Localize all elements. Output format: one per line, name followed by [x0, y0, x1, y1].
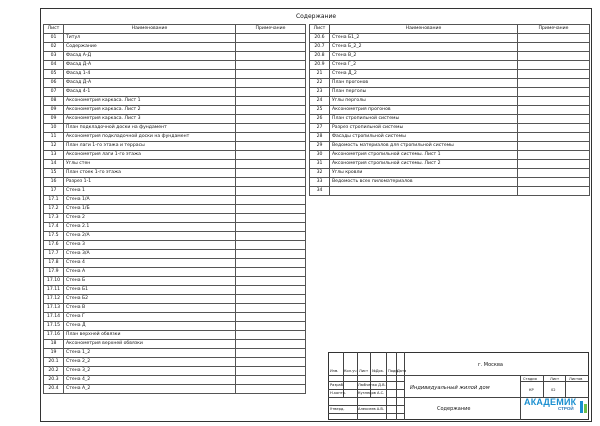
sheet-note: [518, 115, 590, 124]
sheet-number: 30: [310, 151, 330, 160]
table-row: [44, 133, 306, 142]
sheet-title: План прогонов: [330, 79, 518, 88]
sheet-number: 01: [44, 34, 64, 43]
table-row: [310, 97, 590, 106]
table-row: [310, 88, 590, 97]
sheet-title: Стена 1/Б: [64, 205, 236, 214]
sheet-title: Стена 1_2: [64, 349, 236, 358]
sheet-title: Стена В_2: [330, 52, 518, 61]
sheet-note: [236, 376, 306, 385]
stamp-line: [565, 375, 566, 397]
sheet-title: Стена 2: [64, 214, 236, 223]
sheet-number: 17.15: [44, 322, 64, 331]
sheet-number: 17.9: [44, 268, 64, 277]
table-row: [44, 304, 306, 313]
sheet-note: [236, 259, 306, 268]
sheet-title: Стена 3/А: [64, 250, 236, 259]
sheet-title: Стена Б_2_2: [330, 43, 518, 52]
sheet-note: [518, 79, 590, 88]
sheet-number: 20.4: [44, 385, 64, 394]
stamp-project-name: Индивидуальный жилой дом: [410, 385, 490, 391]
table-row: [310, 187, 590, 196]
sheet-title: Стена 3: [64, 241, 236, 250]
sheet-title: Стена А_2: [64, 385, 236, 394]
table-row: [44, 88, 306, 97]
sheet-note: [518, 61, 590, 70]
stamp-sheet-name: Содержание: [437, 406, 471, 412]
sheet-title: Аксонометрия прогонов: [330, 106, 518, 115]
sheet-title: Углы перголы: [330, 97, 518, 106]
table-row: [310, 106, 590, 115]
sheet-note: [518, 169, 590, 178]
sheet-number: 17.3: [44, 214, 64, 223]
sheet-note: [236, 250, 306, 259]
contents-table-right: [309, 24, 590, 196]
table-row: [44, 268, 306, 277]
stamp-line: [404, 352, 405, 420]
table-row: [44, 331, 306, 340]
stamp-person: Любченко Д.В.: [358, 383, 386, 387]
sheet-title: Фасады стропильной системы: [330, 133, 518, 142]
sheet-title: Аксонометрия стропильной системы. Лист 1: [330, 151, 518, 160]
table-row: [44, 286, 306, 295]
sheet-number: 03: [44, 52, 64, 61]
sheet-number: 17.1: [44, 196, 64, 205]
table-row: [310, 142, 590, 151]
header-note: Примечание: [518, 25, 590, 34]
sheet-number: 09: [44, 115, 64, 124]
stamp-col-header: №Док.: [372, 369, 385, 373]
sheet-note: [236, 142, 306, 151]
stamp-line: [328, 375, 589, 376]
table-row: [310, 160, 590, 169]
table-row: [310, 151, 590, 160]
sheet-number: 17.2: [44, 205, 64, 214]
sheet-title: План стоек 1-го этажа: [64, 169, 236, 178]
sheet-number: 02: [44, 43, 64, 52]
table-row: [44, 277, 306, 286]
sheet-number: 05: [44, 70, 64, 79]
sheet-title: Стена Г: [64, 313, 236, 322]
sheet-title: Стена А: [64, 268, 236, 277]
sheet-note: [518, 52, 590, 61]
sheet-title: Разрез стропильной системы: [330, 124, 518, 133]
sheet-number: 04: [44, 61, 64, 70]
sheet-title: Стена Б2: [64, 295, 236, 304]
sheet-number: 32: [310, 169, 330, 178]
table-row: [44, 106, 306, 115]
sheet-note: [518, 151, 590, 160]
sheet-number: 17.5: [44, 232, 64, 241]
sheet-number: 17.14: [44, 313, 64, 322]
table-row: [44, 142, 306, 151]
sheet-title: Углы кровли: [330, 169, 518, 178]
header-name: Наименование: [330, 25, 518, 34]
sheet-note: [236, 214, 306, 223]
sheet-title: Стена Г_2: [330, 61, 518, 70]
stamp-line: [520, 375, 521, 420]
stamp-city: г. Москва: [478, 362, 503, 368]
table-row: [44, 52, 306, 61]
sheet-title: Аксонометрия каркаса. Лист 3: [64, 115, 236, 124]
sheet-title: Стена 2/А: [64, 232, 236, 241]
sheet-title: Стена Д_2: [330, 70, 518, 79]
sheet-number: 20.2: [44, 367, 64, 376]
sheet-note: [518, 124, 590, 133]
sheet-title: Стена 2_2: [64, 358, 236, 367]
contents-table-left: [43, 24, 306, 394]
table-row: [44, 340, 306, 349]
header-sheet-number: Лист: [310, 25, 330, 34]
stamp-line: [386, 352, 387, 420]
header-note: Примечание: [236, 25, 306, 34]
sheet-number: 10: [44, 124, 64, 133]
sheet-note: [236, 133, 306, 142]
sheet-note: [236, 340, 306, 349]
sheet-note: [236, 349, 306, 358]
sheet-title: Аксонометрия лаги 1-го этажа: [64, 151, 236, 160]
sheet-title: Разрез 1-1: [64, 178, 236, 187]
sheet-title: План верхней обвязки: [64, 331, 236, 340]
sheet-number: 15: [44, 169, 64, 178]
sheet-note: [236, 70, 306, 79]
sheet-number: 33: [310, 178, 330, 187]
sheet-note: [236, 268, 306, 277]
table-row: [44, 178, 306, 187]
table-row: [310, 52, 590, 61]
sheet-note: [236, 304, 306, 313]
table-row: [310, 34, 590, 43]
table-row: [44, 196, 306, 205]
table-row: [44, 241, 306, 250]
table-header-row: [44, 25, 306, 34]
stamp-line: [396, 352, 397, 420]
sheet-number: 20.6: [310, 34, 330, 43]
sheet-number: 28: [310, 133, 330, 142]
page-title: Содержание: [295, 13, 337, 20]
table-row: [44, 385, 306, 394]
sheet-number: 16: [44, 178, 64, 187]
stamp-col-header: Изм.: [330, 369, 339, 373]
sheet-note: [518, 34, 590, 43]
sheet-number: 24: [310, 97, 330, 106]
table-row: [44, 322, 306, 331]
stamp-line: [328, 405, 404, 406]
sheet-note: [518, 187, 590, 196]
stamp-line: [520, 381, 589, 382]
sheet-title: Стена 3_2: [64, 367, 236, 376]
sheet-number: 17.12: [44, 295, 64, 304]
sheet-note: [236, 286, 306, 295]
table-row: [44, 34, 306, 43]
sheet-note: [236, 223, 306, 232]
sheet-note: [236, 88, 306, 97]
sheet-title: Содержание: [64, 43, 236, 52]
stamp-line: [328, 381, 404, 382]
table-row: [310, 79, 590, 88]
sheet-title: План лаги 1-го этажа и террасы: [64, 142, 236, 151]
sheet-number: 17.8: [44, 259, 64, 268]
sheet-title: Стена В: [64, 304, 236, 313]
logo-subtext: СТРОЙ: [558, 406, 574, 411]
table-row: [44, 358, 306, 367]
sheet-note: [236, 61, 306, 70]
logo-text: АКАДЕМИК: [524, 397, 577, 407]
table-row: [44, 250, 306, 259]
stamp-person: Алексеев А.В.: [358, 407, 385, 411]
table-row: [44, 349, 306, 358]
sheet-note: [518, 142, 590, 151]
sheet-number: 20.1: [44, 358, 64, 367]
stamp-col-header: Подп.: [388, 369, 399, 373]
table-row: [310, 61, 590, 70]
sheet-title: Аксонометрия подкладочной доски на фундамент: [64, 133, 236, 142]
sheet-title: Стена Б1_2: [330, 34, 518, 43]
sheet-title: Стена Б: [64, 277, 236, 286]
sheet-number: 06: [44, 79, 64, 88]
sheet-note: [236, 295, 306, 304]
sheet-note: [236, 232, 306, 241]
sheet-title: Стена 4_2: [64, 376, 236, 385]
sheet-number: 17.6: [44, 241, 64, 250]
sheet-title: Стена Д: [64, 322, 236, 331]
sheet-title: План перголы: [330, 88, 518, 97]
stamp-col-header: Дата: [397, 369, 407, 373]
sheet-number: 20.9: [310, 61, 330, 70]
stamp-col-header: Кол.уч: [344, 369, 357, 373]
sheet-number: 20.3: [44, 376, 64, 385]
table-row: [44, 79, 306, 88]
table-row: [310, 115, 590, 124]
sheet-number: 12: [44, 142, 64, 151]
sheet-number: 26: [310, 115, 330, 124]
sheet-number: 34: [310, 187, 330, 196]
sheet-title: Фасад 1-4: [64, 70, 236, 79]
sheet-title: [330, 187, 518, 196]
stamp-sheet-value: 02: [551, 388, 556, 392]
sheet-title: Ведомость материалов для стропильной системы: [330, 142, 518, 151]
table-row: [44, 124, 306, 133]
stamp-line: [543, 375, 544, 397]
sheet-number: 17.10: [44, 277, 64, 286]
sheet-title: Углы стен: [64, 160, 236, 169]
sheet-number: 21: [310, 70, 330, 79]
table-row: [44, 214, 306, 223]
sheet-note: [236, 385, 306, 394]
sheet-number: 27: [310, 124, 330, 133]
stamp-line: [328, 397, 404, 398]
sheet-note: [518, 70, 590, 79]
table-row: [44, 151, 306, 160]
table-row: [44, 169, 306, 178]
table-row: [44, 259, 306, 268]
stamp-role: Н.контр.: [330, 391, 347, 395]
logo-mark-icon: [580, 401, 588, 413]
sheet-note: [236, 358, 306, 367]
sheet-title: Стена 2.1: [64, 223, 236, 232]
sheet-note: [236, 322, 306, 331]
sheet-note: [236, 367, 306, 376]
sheet-note: [236, 34, 306, 43]
sheet-note: [236, 97, 306, 106]
sheet-note: [518, 43, 590, 52]
sheet-number: 17.7: [44, 250, 64, 259]
sheet-title: Фасад Д-А: [64, 61, 236, 70]
sheet-note: [236, 151, 306, 160]
sheet-number: 17.16: [44, 331, 64, 340]
sheet-number: 19: [44, 349, 64, 358]
stamp-stage-value: КР: [529, 388, 534, 392]
stamp-person: Кузнецов А.С.: [358, 391, 385, 395]
table-row: [44, 205, 306, 214]
sheet-title: План подкладочной доски на фундамент: [64, 124, 236, 133]
sheet-note: [236, 169, 306, 178]
stamp-role: Утверд.: [330, 407, 345, 411]
table-row: [44, 43, 306, 52]
table-row: [44, 115, 306, 124]
sheet-number: 17.13: [44, 304, 64, 313]
sheet-number: 22: [310, 79, 330, 88]
sheet-number: 18: [44, 340, 64, 349]
academic-stroy-logo: [524, 397, 588, 415]
sheet-title: Ведомость всех пиломатериалов: [330, 178, 518, 187]
sheet-note: [236, 187, 306, 196]
sheet-note: [518, 97, 590, 106]
sheet-note: [236, 124, 306, 133]
sheet-note: [518, 133, 590, 142]
table-row: [44, 70, 306, 79]
sheet-number: 09: [44, 106, 64, 115]
sheet-note: [236, 277, 306, 286]
table-row: [44, 61, 306, 70]
sheet-number: 17.4: [44, 223, 64, 232]
sheet-note: [236, 205, 306, 214]
table-header-row: [310, 25, 590, 34]
sheet-title: Стена 4: [64, 259, 236, 268]
stamp-line: [328, 389, 404, 390]
header-sheet-number: Лист: [44, 25, 64, 34]
sheet-number: 23: [310, 88, 330, 97]
stamp-col-header: Лист: [359, 369, 369, 373]
sheet-number: 08: [44, 97, 64, 106]
sheet-number: 17: [44, 187, 64, 196]
stamp-sheets-header: Листов: [569, 377, 583, 381]
stamp-sheet-header: Лист: [550, 377, 560, 381]
table-row: [44, 223, 306, 232]
stamp-line: [328, 413, 404, 414]
table-row: [44, 295, 306, 304]
sheet-number: 31: [310, 160, 330, 169]
sheet-number: 29: [310, 142, 330, 151]
sheet-title: Титул: [64, 34, 236, 43]
sheet-number: 07: [44, 88, 64, 97]
sheet-number: 20.8: [310, 52, 330, 61]
sheet-note: [236, 43, 306, 52]
sheet-note: [518, 88, 590, 97]
sheet-number: 13: [44, 151, 64, 160]
sheet-number: 17.11: [44, 286, 64, 295]
table-row: [310, 178, 590, 187]
table-row: [310, 43, 590, 52]
sheet-note: [518, 178, 590, 187]
sheet-title: Аксонометрия каркаса. Лист 2: [64, 106, 236, 115]
sheet-title: Аксонометрия верхней обвязки: [64, 340, 236, 349]
sheet-title: Фасад А-Д: [64, 52, 236, 61]
sheet-title: План стропильной системы: [330, 115, 518, 124]
table-row: [44, 367, 306, 376]
sheet-title: Стена Б1: [64, 286, 236, 295]
stamp-stage-header: Стадия: [523, 377, 537, 381]
table-row: [44, 232, 306, 241]
table-row: [44, 160, 306, 169]
sheet-title: Стена 1: [64, 187, 236, 196]
sheet-note: [236, 115, 306, 124]
sheet-number: 11: [44, 133, 64, 142]
sheet-title: Аксонометрия стропильной системы. Лист 2: [330, 160, 518, 169]
table-row: [310, 133, 590, 142]
sheet-note: [518, 160, 590, 169]
sheet-number: 20.7: [310, 43, 330, 52]
sheet-number: 14: [44, 160, 64, 169]
sheet-title: Фасад 4-1: [64, 88, 236, 97]
sheet-title: Аксонометрия каркаса. Лист 1: [64, 97, 236, 106]
sheet-number: 25: [310, 106, 330, 115]
sheet-note: [236, 52, 306, 61]
table-row: [310, 124, 590, 133]
stamp-role: Разраб.: [330, 383, 345, 387]
table-row: [44, 313, 306, 322]
sheet-note: [236, 79, 306, 88]
table-row: [44, 97, 306, 106]
header-name: Наименование: [64, 25, 236, 34]
sheet-title: Стена 1/А: [64, 196, 236, 205]
sheet-note: [236, 160, 306, 169]
sheet-note: [236, 196, 306, 205]
sheet-title: Фасад Д-А: [64, 79, 236, 88]
table-row: [310, 169, 590, 178]
table-row: [44, 187, 306, 196]
sheet-note: [236, 241, 306, 250]
sheet-note: [236, 106, 306, 115]
sheet-note: [236, 331, 306, 340]
table-row: [310, 70, 590, 79]
table-row: [44, 376, 306, 385]
sheet-note: [236, 178, 306, 187]
sheet-note: [518, 106, 590, 115]
sheet-note: [236, 313, 306, 322]
